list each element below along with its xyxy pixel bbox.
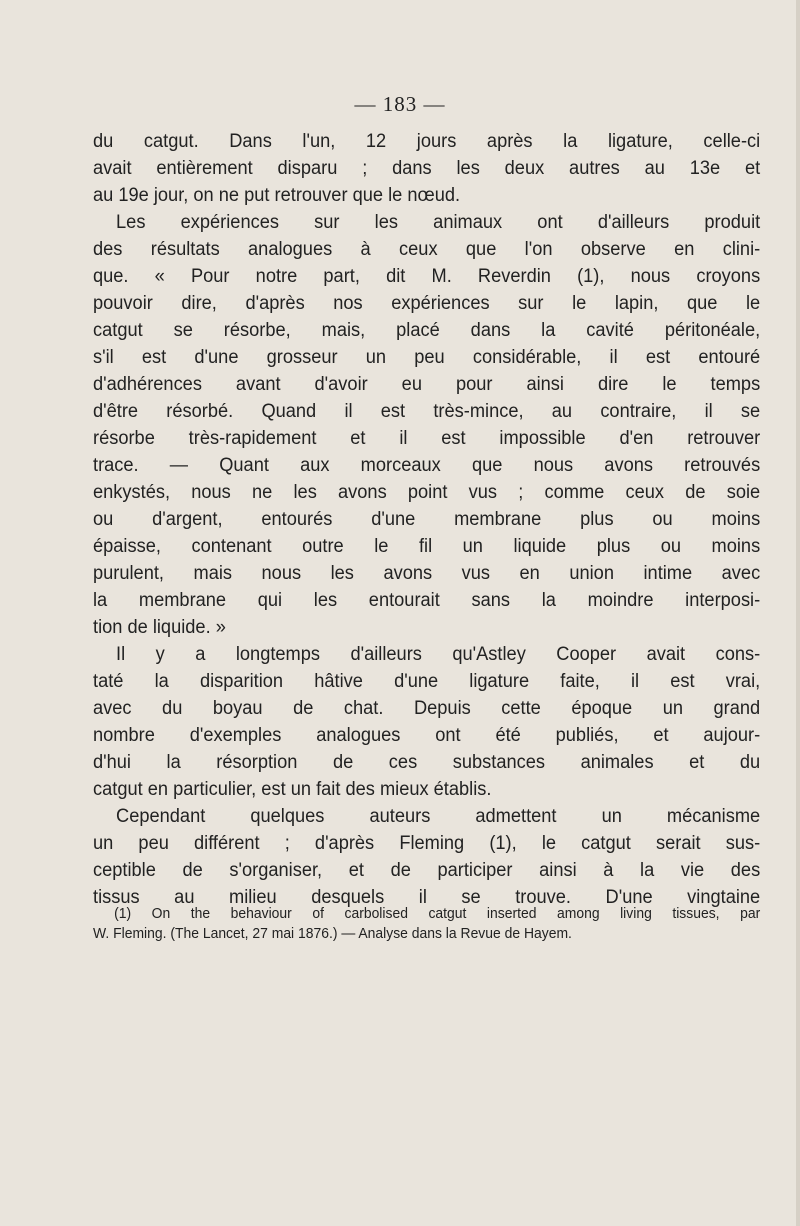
text-line: avait entièrement disparu ; dans les deux autres au 13e et bbox=[93, 158, 761, 179]
footnote-line: (1) On the behaviour of carbolised catgut inserted among living tissues, par bbox=[114, 906, 761, 922]
page-edge bbox=[796, 0, 800, 1226]
text-line: catgut en particulier, est un fait des mieux établis. bbox=[93, 779, 492, 800]
text-line: s'il est d'une grosseur un peu considérable, il est entouré bbox=[93, 347, 761, 368]
text-line: nombre d'exemples analogues ont été publiés, et aujour- bbox=[93, 725, 761, 746]
text-line: Cependant quelques auteurs admettent un mécanisme bbox=[116, 806, 761, 827]
text-line: tion de liquide. » bbox=[93, 617, 226, 638]
text-line: ceptible de s'organiser, et de participer ainsi à la vie des bbox=[93, 860, 761, 881]
text-line: épaisse, contenant outre le fil un liquide plus ou moins bbox=[93, 536, 761, 557]
text-line: des résultats analogues à ceux que l'on observe en clini- bbox=[93, 239, 761, 260]
text-line: d'hui la résorption de ces substances animales et du bbox=[93, 752, 761, 773]
text-line: enkystés, nous ne les avons point vus ; comme ceux de soie bbox=[93, 482, 761, 503]
text-line: pouvoir dire, d'après nos expériences sur le lapin, que le bbox=[93, 293, 761, 314]
text-line: purulent, mais nous les avons vus en union intime avec bbox=[93, 563, 761, 584]
body-text bbox=[93, 128, 760, 911]
text-line: un peu différent ; d'après Fleming (1), le catgut serait sus- bbox=[93, 833, 761, 854]
text-line: catgut se résorbe, mais, placé dans la cavité péritonéale, bbox=[93, 320, 761, 341]
text-line: au 19e jour, on ne put retrouver que le nœud. bbox=[93, 185, 461, 206]
text-line: d'être résorbé. Quand il est très-mince, au contraire, il se bbox=[93, 401, 761, 422]
page-number: — 183 — bbox=[354, 92, 446, 116]
text-line: Il y a longtemps d'ailleurs qu'Astley Cooper avait cons- bbox=[116, 644, 761, 665]
text-line: d'adhérences avant d'avoir eu pour ainsi dire le temps bbox=[93, 374, 761, 395]
text-line: ou d'argent, entourés d'une membrane plus ou moins bbox=[93, 509, 761, 530]
text-line: résorbe très-rapidement et il est impossible d'en retrouver bbox=[93, 428, 761, 449]
text-line: du catgut. Dans l'un, 12 jours après la ligature, celle-ci bbox=[93, 131, 761, 152]
footnote-line: W. Fleming. (The Lancet, 27 mai 1876.) — Analyse dans la Revue de Hayem. bbox=[93, 926, 572, 942]
footnote bbox=[93, 904, 760, 944]
text-line: avec du boyau de chat. Depuis cette époque un grand bbox=[93, 698, 761, 719]
text-line: la membrane qui les entourait sans la moindre interposi- bbox=[93, 590, 761, 611]
text-line: Les expériences sur les animaux ont d'ailleurs produit bbox=[116, 212, 761, 233]
text-line: que. « Pour notre part, dit M. Reverdin (1), nous croyons bbox=[93, 266, 761, 287]
text-line: taté la disparition hâtive d'une ligature faite, il est vrai, bbox=[93, 671, 761, 692]
text-line: tissus au milieu desquels il se trouve. D'une vingtaine bbox=[93, 887, 761, 908]
text-line: trace. — Quant aux morceaux que nous avons retrouvés bbox=[93, 455, 761, 476]
